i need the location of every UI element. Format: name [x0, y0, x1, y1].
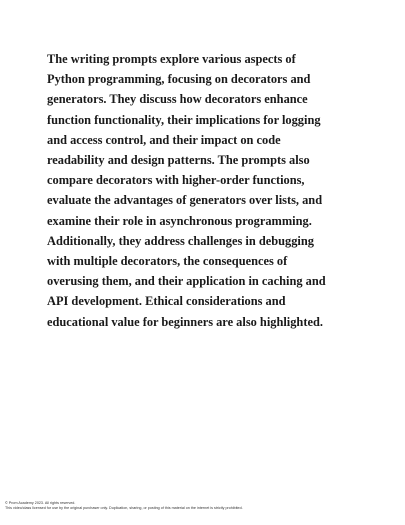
paragraph-line: function functionality, their implications for logging: [47, 112, 321, 127]
page-footer: [5, 501, 400, 511]
copyright-notice: © Prom Academy 2023. All rights reserved.: [5, 501, 76, 505]
paragraph-line: overusing them, and their application in caching and: [47, 274, 326, 289]
paragraph-line: with multiple decorators, the consequences of: [47, 254, 288, 269]
paragraph-line: and access control, and their impact on code: [47, 132, 281, 147]
paragraph-line: Additionally, they address challenges in debugging: [47, 233, 314, 248]
paragraph-line: API development. Ethical considerations and: [47, 294, 286, 309]
license-notice: This video/class licensed for use by the original purchaser only. Duplication, sharing, or posting of this material on the internet is strictly prohibited.: [5, 506, 243, 510]
paragraph-line: examine their role in asynchronous programming.: [47, 213, 312, 228]
paragraph-line: educational value for beginners are also highlighted.: [47, 314, 323, 329]
paragraph-line: evaluate the advantages of generators over lists, and: [47, 193, 323, 208]
paragraph-line: Python programming, focusing on decorators and: [47, 72, 311, 87]
paragraph-line: readability and design patterns. The prompts also: [47, 153, 310, 168]
paragraph-line: compare decorators with higher-order functions,: [47, 173, 305, 188]
paragraph-line: The writing prompts explore various aspects of: [47, 52, 296, 66]
paragraph-line: generators. They discuss how decorators enhance: [47, 92, 308, 107]
summary-paragraph: [47, 49, 367, 332]
